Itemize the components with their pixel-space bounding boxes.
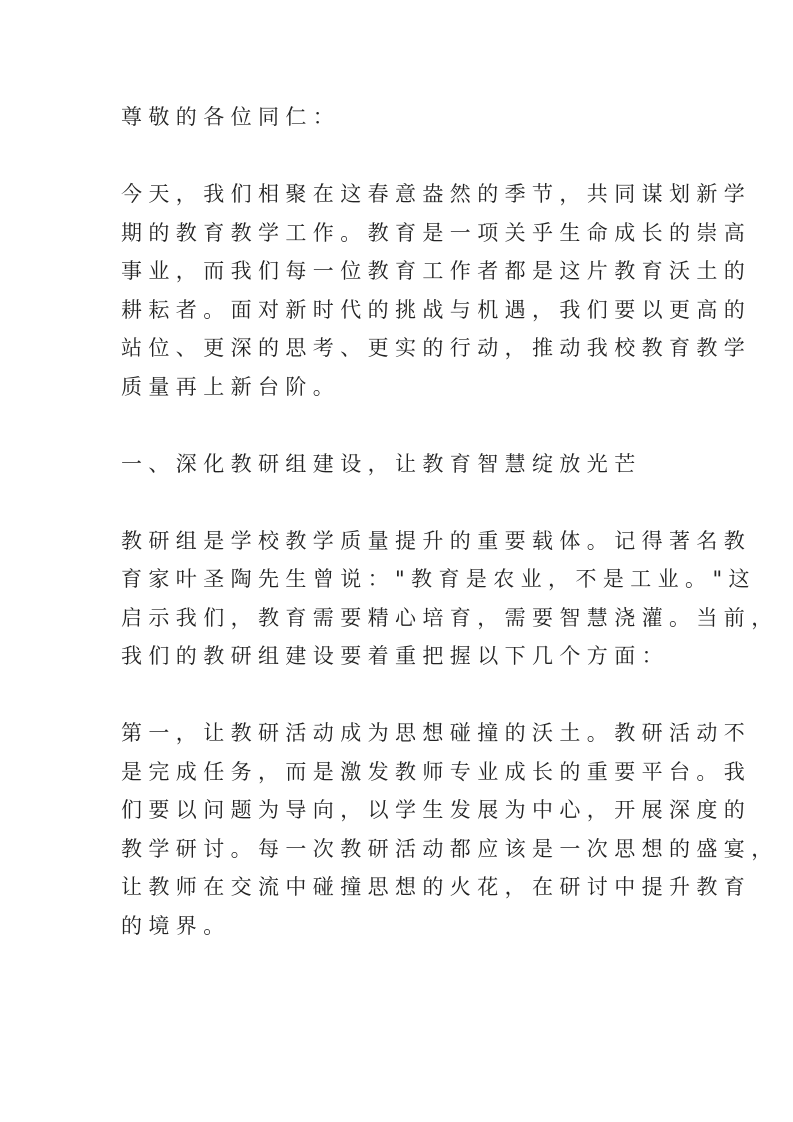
paragraph-line: 第一，让教研活动成为思想碰撞的沃土。教研活动不 [121, 721, 752, 745]
paragraph-line: 耕耘者。面对新时代的挑战与机遇，我们要以更高的 [121, 297, 752, 322]
salutation: 尊敬的各位同仁： [121, 105, 341, 129]
paragraph-line: 我们的教研组建设要着重把握以下几个方面： [121, 644, 669, 668]
paragraph-line: 今天，我们相聚在这春意盎然的季节，共同谋划新学 [121, 182, 752, 206]
paragraph-line: 教学研讨。每一次教研活动都应该是一次思想的盛宴， [121, 836, 779, 861]
paragraph-line: 们要以问题为导向，以学生发展为中心，开展深度的 [121, 798, 752, 822]
intro-paragraph [121, 175, 752, 406]
paragraph-line: 育家叶圣陶先生曾说："教育是农业，不是工业。"这 [121, 567, 756, 591]
paragraph-line: 质量再上新台阶。 [121, 374, 341, 399]
paragraph-line: 启示我们，教育需要精心培育，需要智慧浇灌。当前， [121, 605, 779, 630]
paragraph-line: 教研组是学校教学质量提升的重要载体。记得著名教 [121, 528, 752, 553]
spacer [121, 483, 681, 522]
paragraph-line: 站位、更深的思考、更实的行动，推动我校教育教学 [121, 336, 752, 360]
paragraph-line: 的境界。 [121, 913, 231, 938]
paragraph-line: 是完成任务，而是激发教师专业成长的重要平台。我 [121, 759, 752, 784]
section-paragraph-2 [121, 714, 779, 945]
spacer [121, 137, 681, 176]
spacer [121, 406, 681, 445]
paragraph-line: 让教师在交流中碰撞思想的火花，在研讨中提升教育 [121, 875, 752, 899]
section-heading: 一、深化教研组建设，让教育智慧绽放光芒 [121, 451, 642, 476]
spacer [121, 676, 681, 715]
document-page [121, 98, 779, 945]
section-paragraph-1 [121, 522, 779, 676]
paragraph-line: 期的教育教学工作。教育是一项关乎生命成长的崇高 [121, 220, 752, 245]
paragraph-line: 事业，而我们每一位教育工作者都是这片教育沃土的 [121, 259, 752, 283]
